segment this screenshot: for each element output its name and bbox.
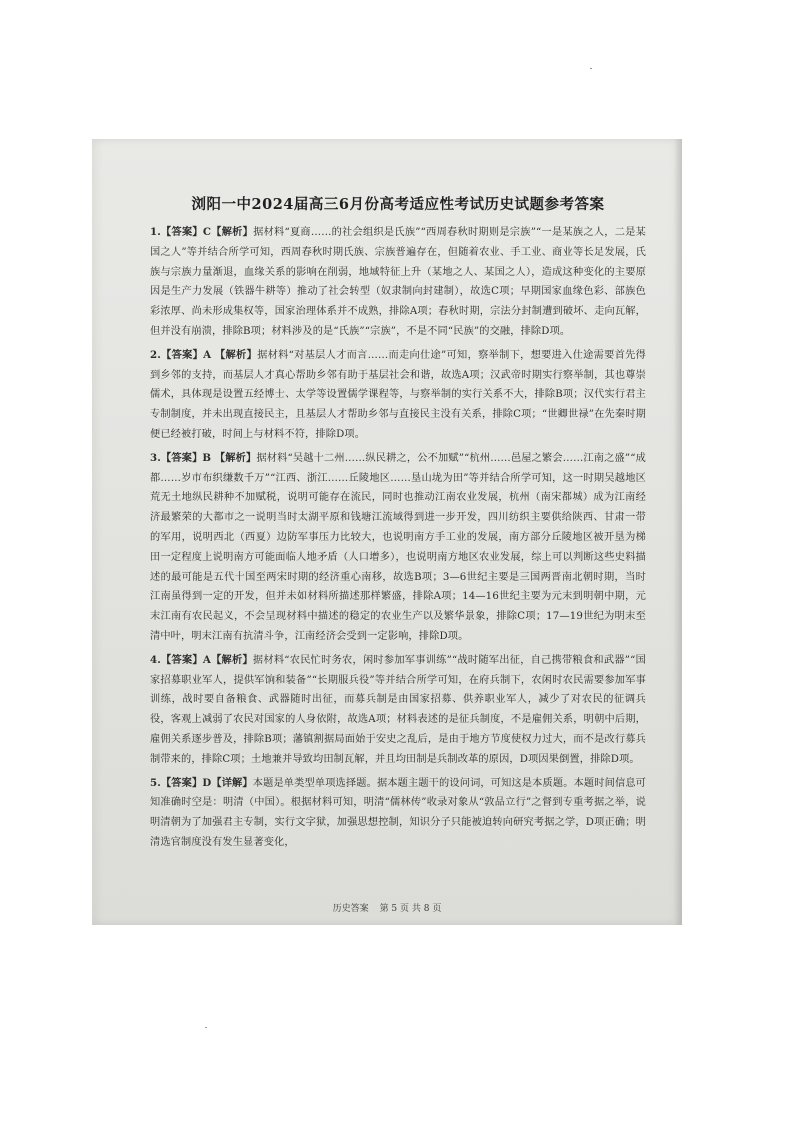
- answer-sheet: [150, 193, 646, 857]
- answer-item-1: [150, 223, 646, 342]
- answer-text: 据材料“夏商……的社会组织是氏族”“西周春秋时期则是宗族”“一是某族之人，二是某国之人”等并结合所学可知，西周春秋时期氏族、宗族普遍存在，但随着农业、手工业、商业等长足发展，氏族与宗族力量渐退，血缘关系的影响在削弱，地域特征上升（某地之人、某国之人），造成这种变化的主要原因是生产力发展（铁器牛耕等）推动了社会转型（奴隶制向封建制），故选C项；早期国家血缘色彩、部族色彩浓厚、尚未形成集权等，国家治理体系并不成熟，排除A项；春秋时期，宗法分封制遭到破坏、走向瓦解，但并没有崩溃，排除B项；材料涉及的是“氏族”“宗族”，不是不同“民族”的交融，排除D项。: [150, 227, 646, 337]
- answer-item-5: [150, 774, 646, 853]
- answer-tag: 【答案】A【解析】: [160, 653, 253, 666]
- answer-text: 据材料“农民忙时务农，闲时参加军事训练”“战时随军出征，自己携带粮食和武器”“国家招募职业军人，提供军饷和装备”“长期服兵役”等并结合所学可知，在府兵制下，农闲时农民需要参加军事训练，战时要自备粮食、武器随时出征，而募兵制是由国家招募、供养职业军人，减少了对农民的征调兵役，客观上减弱了农民对国家的人身依附，故选A项；材料表述的是征兵制度，不是雇佣关系，明朝中后期，雇佣关系逐步普及，排除B项；藩镇割据局面始于安史之乱后，是由于地方节度使权力过大，而不是改行募兵制带来的，排除C项；土地兼并导致均田制瓦解，并且均田制是兵制改革的原因，D项因果倒置，排除D项。: [150, 654, 646, 765]
- answer-item-2: [150, 346, 646, 445]
- scan-speck: [590, 68, 592, 69]
- answer-item-3: [150, 449, 646, 647]
- answer-text: 本题是单类型单项选择题。据本题主题干的设问词，可知这是本质题。本题时间信息可知准确时空是：明清（中国）。根据材料可知，明清“儒林传”收录对象从“敦品立行”之督到专重考据之举，说明清朝为了加强君主专制，实行文字狱，加强思想控制，知识分子只能被迫转向研究考据之学，D项正确；明清选官制度没有发生显著变化，: [150, 777, 647, 848]
- question-number: 3.: [150, 451, 161, 464]
- question-number: 4.: [150, 653, 161, 666]
- answer-text: 据材料“对基层人才而言……而走向仕途”可知，察举制下，想要进入仕途需要首先得到乡邻的支持，而基层人才真心帮助乡邻有助于基层社会和谐，故选A项；汉武帝时期实行察举制，其也尊崇儒术，具体现是设置五经博士、太学等设置儒学课程等，与察举制的实行关系不大，排除B项；汉代实行君主专制制度，并未出现直接民主，且基层人才帮助乡邻与直接民主没有关系，排除C项；“世卿世禄”在先秦时期便已经被打破，时间上与材料不符，排除D项。: [150, 349, 646, 440]
- answer-tag: 【答案】B 【解析】: [160, 451, 257, 464]
- answer-item-4: [150, 651, 646, 770]
- question-number: 5.: [150, 776, 161, 789]
- document-title: 浏阳一中2024届高三6月份高考适应性考试历史试题参考答案: [191, 196, 605, 213]
- question-number: 1.: [150, 226, 161, 238]
- scan-speck: [205, 1027, 207, 1028]
- document-photo: [92, 139, 682, 925]
- answer-tag: 【答案】A 【解析】: [160, 348, 258, 361]
- footer-page-number: 第 5 页 共 8 页: [379, 904, 442, 914]
- photo-shadow-edge: [674, 139, 682, 925]
- answer-tag: 【答案】D【详解】: [160, 776, 253, 789]
- answer-tag: 【答案】C【解析】: [160, 226, 254, 238]
- answer-text: 据材料“吴越十二州……纵民耕之，公不加赋”“杭州……邑屋之繁会……江南之盛”“成都……岁市布织缣数千万”“江西、浙江……丘陵地区……垦山垅为田”等并结合所学可知，这一时期吴越地区荒无土地纵民耕种不加赋税，说明可能存在流民，同时也推动江南农业发展，杭州（南宋都城）成为江南经济最繁荣的大都市之一说明当时太湖平原和钱塘江流域得到进一步开发，四川纺织主要供给陕西、甘肃一带的军用，说明西北（西夏）边防军事压力比较大，也说明南方手工业的发展，南方部分丘陵地区被开垦为梯田一定程度上说明南方可能面临人地矛盾（人口增多），也说明南方地区农业发展，综上可以判断这些史料描述的最可能是五代十国至两宋时期的经济重心南移，故选B项；3—6世纪主要是三国两晋南北朝时期，当时江南虽得到一定的开发，但并未如材料所描述那样繁盛，排除A项；14—16世纪主要为元末到明朝中期，元末江南有农民起义，不会呈现材料中描述的稳定的农业生产以及繁华景象，排除C项；17—19世纪为明末至清中叶，明末江南有抗清斗争，江南经济会受到一定影响，排除D项。: [150, 452, 646, 642]
- question-number: 2.: [150, 348, 161, 361]
- footer-subject: 历史答案: [332, 904, 369, 914]
- page-footer: [92, 901, 682, 914]
